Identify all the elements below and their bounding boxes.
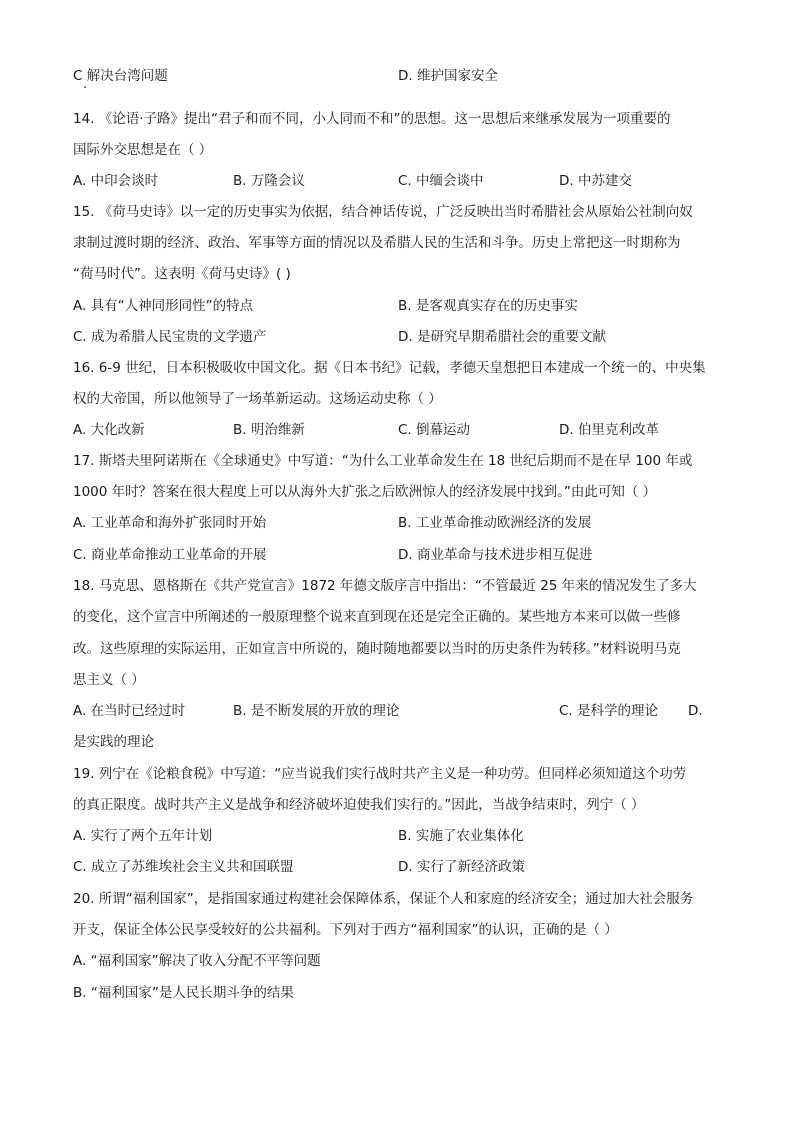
q19-option-c: C. 成立了苏维埃社会主义共和国联盟 bbox=[73, 859, 294, 875]
q18-option-d: D. bbox=[688, 703, 703, 719]
q14-option-a: A. 中印会谈时 bbox=[73, 173, 159, 189]
q18-option-c: C. 是科学的理论 bbox=[559, 703, 659, 719]
q14-stem-line-1: 14. 《论语·子路》提出“君子和而不同，小人同而不和”的思想。这一思想后来继承发展为一项重要的 bbox=[73, 111, 671, 127]
q19-stem-line-1: 19. 列宁在《论粮食税》中写道：“应当说我们实行战时共产主义是一种功劳。但同样必须知道这个功劳 bbox=[73, 766, 687, 782]
q19-stem-line-2: 的真正限度。战时共产主义是战争和经济破坏迫使我们实行的。”因此，当战争结束时，列宁（ ） bbox=[73, 797, 645, 813]
q14-option-d: D. 中苏建交 bbox=[559, 173, 632, 189]
q18-option-d-text: 是实践的理论 bbox=[73, 734, 154, 750]
q20-option-a: A. “福利国家”解决了收入分配不平等问题 bbox=[73, 953, 321, 969]
q17-option-a: A. 工业革命和海外扩张同时开始 bbox=[73, 515, 267, 531]
q17-option-d: D. 商业革命与技术进步相互促进 bbox=[398, 547, 593, 563]
q18-option-a: A. 在当时已经过时 bbox=[73, 703, 186, 719]
q17-stem-line-1: 17. 斯塔夫里阿诺斯在《全球通史》中写道：“为什么工业革命发生在 18 世纪后期而不是在早 100 年或 bbox=[73, 453, 693, 469]
q16-option-b: B. 明治维新 bbox=[233, 422, 305, 438]
q15-stem-line-1: 15. 《荷马史诗》以一定的历史事实为依据，结合神话传说，广泛反映出当时希腊社会从原始公社制向奴 bbox=[73, 204, 693, 220]
q14-option-b: B. 万隆会议 bbox=[233, 173, 305, 189]
q20-stem-line-2: 开支，保证全体公民享受较好的公共福利。下列对于西方“福利国家”的认识，正确的是（ ） bbox=[73, 922, 618, 938]
q15-option-a: A. 具有“人神同形同性”的特点 bbox=[73, 298, 254, 314]
q13-option-c: C 解决台湾问题 bbox=[73, 68, 168, 84]
q20-option-b: B. “福利国家”是人民长期斗争的结果 bbox=[73, 985, 294, 1001]
q18-stem-line-2: 的变化，这个宣言中所阐述的一般原理整个说来直到现在还是完全正确的。某些地方本来可以做一些修 bbox=[73, 609, 681, 625]
q15-option-b: B. 是客观真实存在的历史事实 bbox=[398, 298, 578, 314]
q17-option-b: B. 工业革命推动欧洲经济的发展 bbox=[398, 515, 592, 531]
q20-stem-line-1: 20. 所谓“福利国家”，是指国家通过构建社会保障体系，保证个人和家庭的经济安全；通过加大社会服务 bbox=[73, 891, 694, 907]
q16-option-a: A. 大化改新 bbox=[73, 422, 145, 438]
q14-stem-line-2: 国际外交思想是在（ ） bbox=[73, 142, 213, 158]
q18-stem-line-3: 改。这些原理的实际运用，正如宣言中所说的，随时随地都要以当时的历史条件为转移。”材料说明马克 bbox=[73, 641, 681, 657]
q16-option-d: D. 伯里克利改革 bbox=[559, 422, 659, 438]
q18-option-b: B. 是不断发展的开放的理论 bbox=[233, 703, 400, 719]
q16-stem-line-2: 权的大帝国，所以他领导了一场革新运动。这场运动史称（ ） bbox=[73, 391, 442, 407]
q15-stem-line-3: “荷马时代”。这表明《荷马史诗》( ) bbox=[73, 266, 291, 282]
q18-stem-line-1: 18. 马克思、恩格斯在《共产党宣言》1872 年德文版序言中指出：“不管最近 25 年来的情况发生了多大 bbox=[73, 578, 697, 594]
q14-option-c: C. 中缅会谈中 bbox=[398, 173, 484, 189]
stray-dot-mark bbox=[84, 86, 86, 88]
q15-option-c: C. 成为希腊人民宝贵的文学遗产 bbox=[73, 329, 267, 345]
q17-stem-line-2: 1000 年时？答案在很大程度上可以从海外大扩张之后欧洲惊人的经济发展中找到。”由此可知（ ） bbox=[73, 484, 657, 500]
q19-option-a: A. 实行了两个五年计划 bbox=[73, 828, 213, 844]
q19-option-d: D. 实行了新经济政策 bbox=[398, 859, 525, 875]
q15-stem-line-2: 隶制过渡时期的经济、政治、军事等方面的情况以及希腊人民的生活和斗争。历史上常把这一时期称为 bbox=[73, 235, 681, 251]
q18-stem-line-4: 思主义（ ） bbox=[73, 672, 145, 688]
q17-option-c: C. 商业革命推动工业革命的开展 bbox=[73, 547, 267, 563]
q16-option-c: C. 倒幕运动 bbox=[398, 422, 471, 438]
q16-stem-line-1: 16. 6-9 世纪，日本积极吸收中国文化。据《日本书纪》记载，孝德天皇想把日本建成一个统一的、中央集 bbox=[73, 360, 706, 376]
q13-option-d: D. 维护国家安全 bbox=[398, 68, 498, 84]
q15-option-d: D. 是研究早期希腊社会的重要文献 bbox=[398, 329, 606, 345]
q19-option-b: B. 实施了农业集体化 bbox=[398, 828, 524, 844]
